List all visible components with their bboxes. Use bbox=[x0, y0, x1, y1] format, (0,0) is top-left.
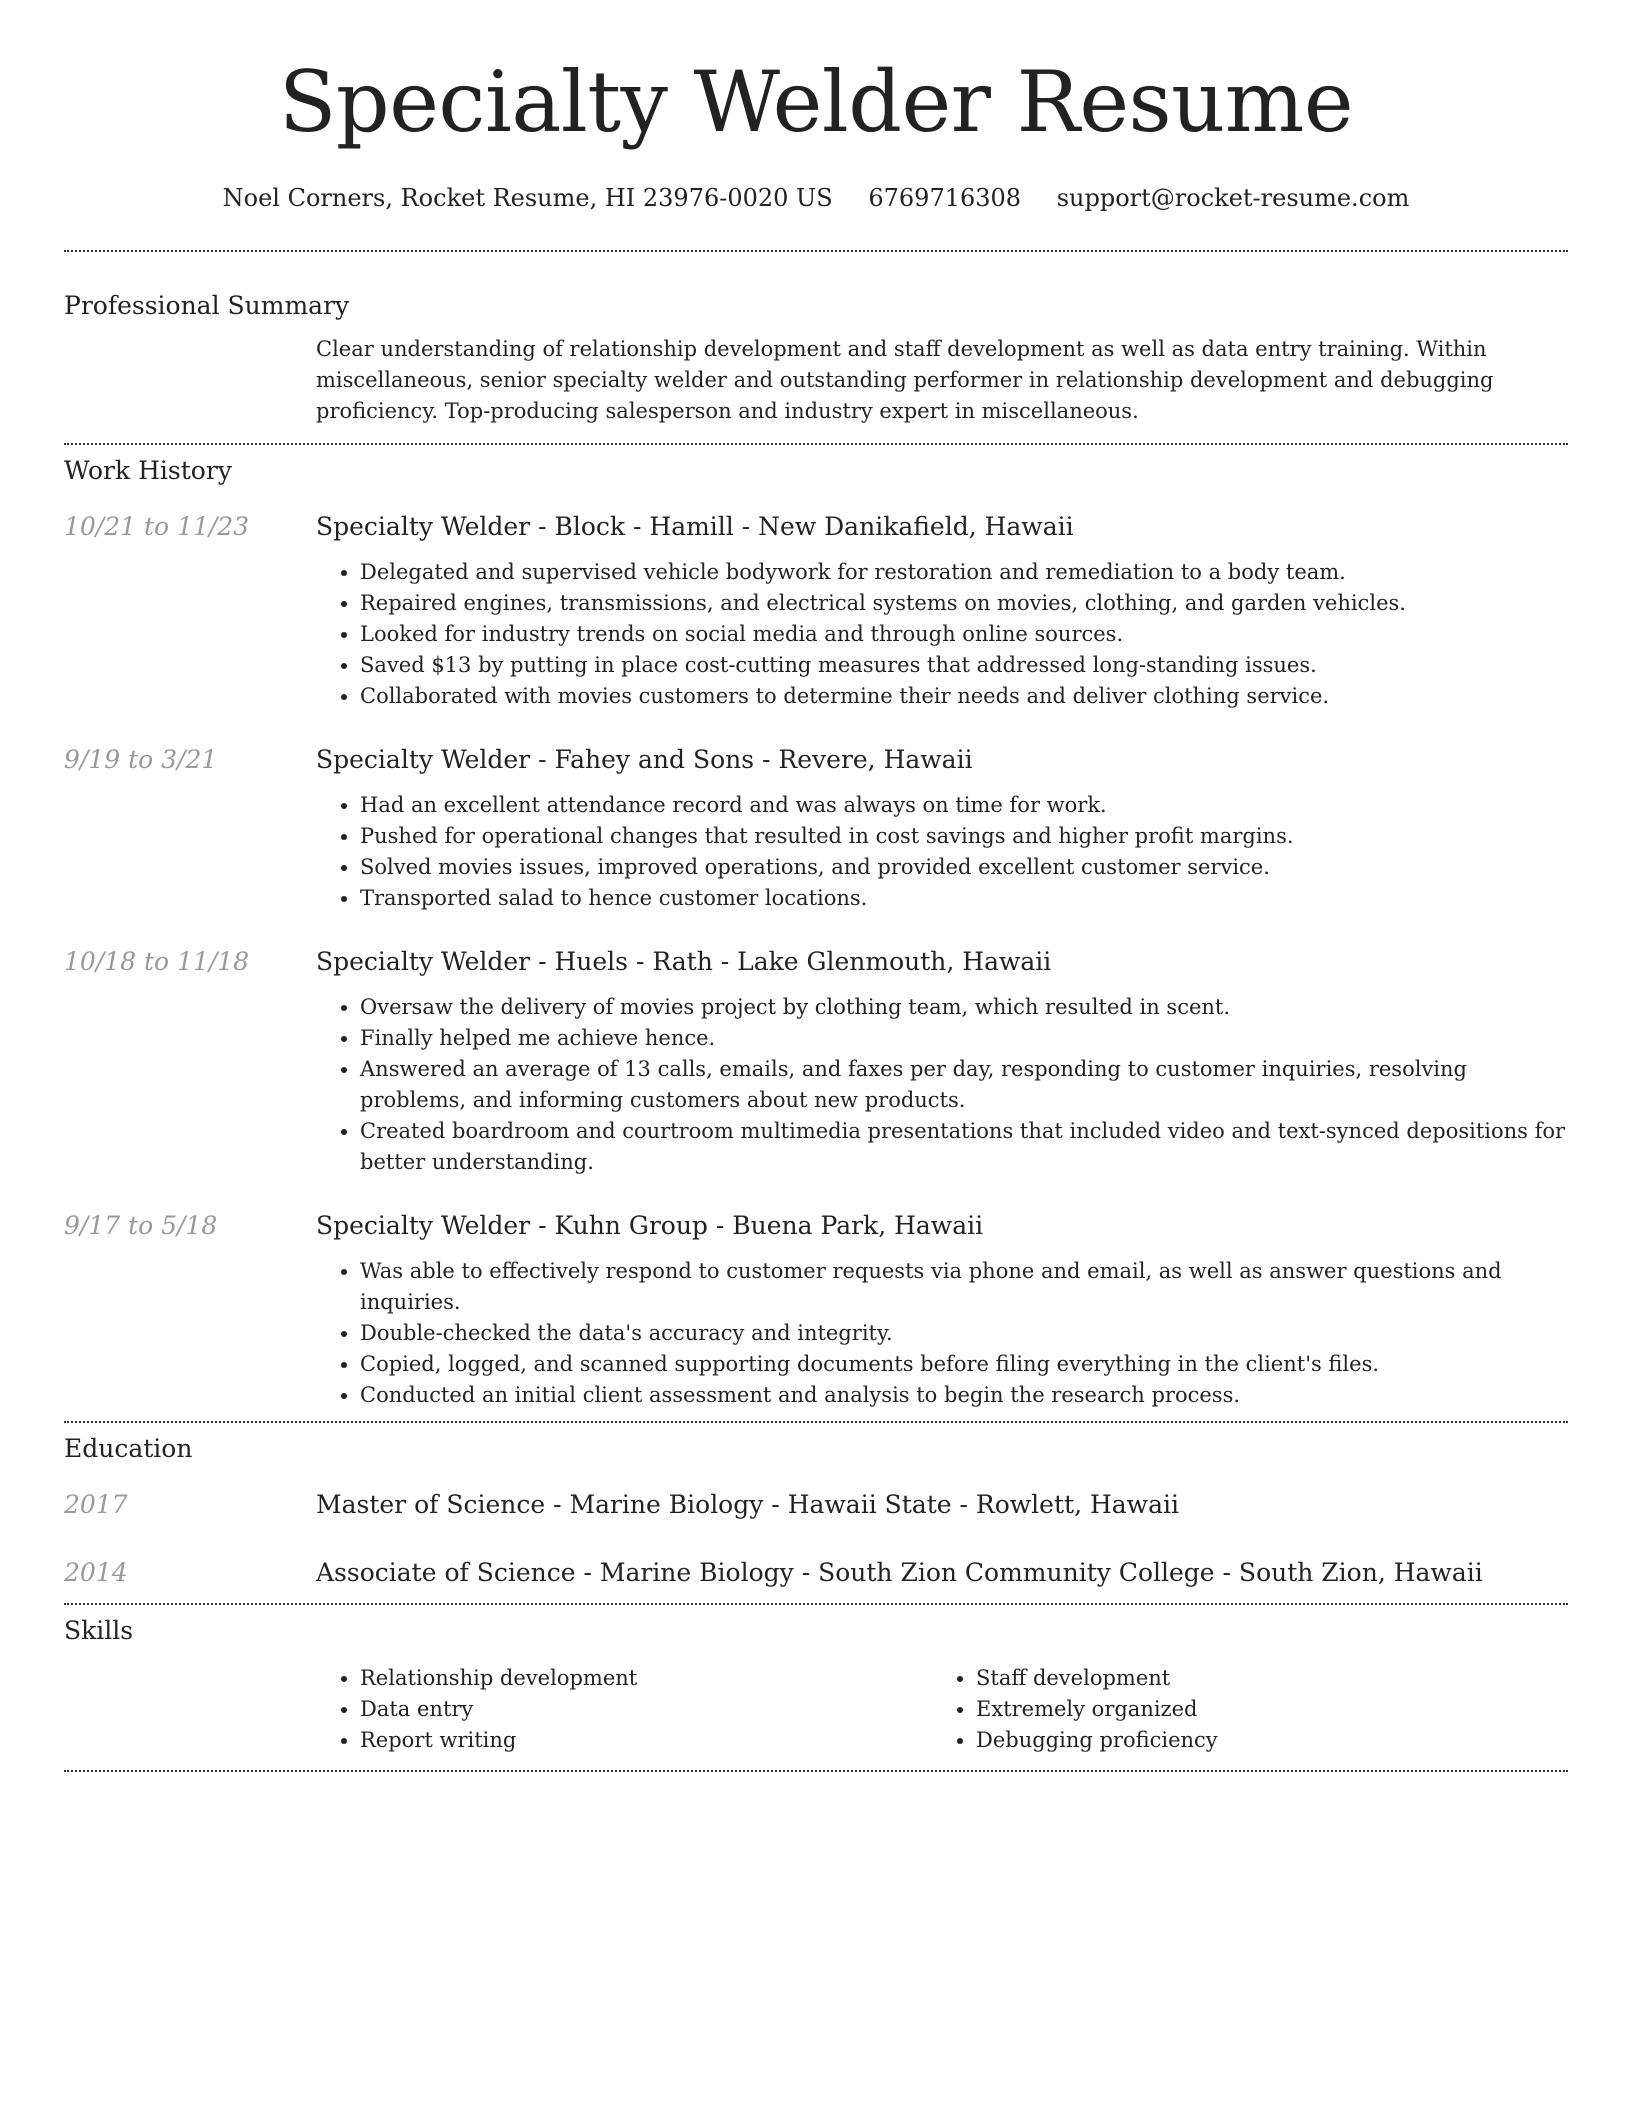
education-degree: Associate of Science - Marine Biology - South Zion Community College - South Zion, Hawaii bbox=[316, 1558, 1483, 1587]
summary-heading: Professional Summary bbox=[64, 291, 350, 320]
skills-list-left bbox=[316, 1663, 932, 1756]
education-entry bbox=[64, 1487, 1568, 1523]
education-section bbox=[64, 1423, 1568, 1603]
skills-columns bbox=[316, 1663, 1568, 1756]
summary-text: Clear understanding of relationship development and staff development as well as data entry training. Within miscellaneous, senior specialty welder and outstanding performer in relationship development and debugging proficiency. Top-producing salesperson and industry expert in miscellaneous. bbox=[316, 337, 1494, 423]
list-item: • Transported salad to hence customer locations. bbox=[360, 883, 1568, 914]
list-item: • Solved movies issues, improved operations, and provided excellent customer service. bbox=[360, 852, 1568, 883]
contact-phone: 6769716308 bbox=[868, 184, 1022, 212]
list-item: • Conducted an initial client assessment and analysis to begin the research process. bbox=[360, 1380, 1568, 1411]
list-item: • Looked for industry trends on social media and through online sources. bbox=[360, 619, 1568, 650]
list-item: • Answered an average of 13 calls, emails, and faxes per day, responding to customer inquiries, resolving problems, and informing customers about new products. bbox=[360, 1054, 1568, 1116]
skills-section bbox=[64, 1605, 1568, 1770]
education-degree: Master of Science - Marine Biology - Hawaii State - Rowlett, Hawaii bbox=[316, 1490, 1179, 1519]
job-bullets bbox=[316, 790, 1568, 914]
skill-item: • Debugging proficiency bbox=[976, 1725, 1548, 1756]
list-item: • Had an excellent attendance record and was always on time for work. bbox=[360, 790, 1568, 821]
job-bullets bbox=[316, 557, 1568, 712]
contact-email: support@rocket-resume.com bbox=[1056, 184, 1410, 212]
job-bullets bbox=[316, 992, 1568, 1178]
list-item: • Copied, logged, and scanned supporting documents before filing everything in the client's files. bbox=[360, 1349, 1568, 1380]
list-item: • Pushed for operational changes that resulted in cost savings and higher profit margins. bbox=[360, 821, 1568, 852]
job-entry bbox=[64, 1208, 1568, 1411]
education-entry bbox=[64, 1555, 1568, 1591]
skill-item: • Staff development bbox=[976, 1663, 1548, 1694]
list-item: • Delegated and supervised vehicle bodywork for restoration and remediation to a body team. bbox=[360, 557, 1568, 588]
job-dates: 9/19 to 3/21 bbox=[64, 745, 218, 774]
contact-address: Noel Corners, Rocket Resume, HI 23976-0020 US bbox=[222, 184, 833, 212]
job-entry bbox=[64, 742, 1568, 914]
list-item: • Repaired engines, transmissions, and electrical systems on movies, clothing, and garden vehicles. bbox=[360, 588, 1568, 619]
skill-item: • Report writing bbox=[360, 1725, 932, 1756]
job-title: Specialty Welder - Block - Hamill - New Danikafield, Hawaii bbox=[316, 512, 1074, 541]
divider bbox=[64, 1770, 1568, 1772]
list-item: • Collaborated with movies customers to determine their needs and deliver clothing service. bbox=[360, 681, 1568, 712]
page-title: Specialty Welder Resume bbox=[278, 53, 1354, 151]
skills-list-right bbox=[932, 1663, 1548, 1756]
skills-heading: Skills bbox=[64, 1616, 134, 1645]
list-item: • Created boardroom and courtroom multimedia presentations that included video and text-synced depositions for better understanding. bbox=[360, 1116, 1568, 1178]
work-history-heading: Work History bbox=[64, 456, 232, 485]
work-history-section bbox=[64, 445, 1568, 1421]
job-entry bbox=[64, 509, 1568, 712]
job-bullets bbox=[316, 1256, 1568, 1411]
job-title: Specialty Welder - Kuhn Group - Buena Park, Hawaii bbox=[316, 1211, 984, 1240]
skill-item: • Extremely organized bbox=[976, 1694, 1548, 1725]
education-year: 2014 bbox=[64, 1558, 128, 1587]
skill-item: • Relationship development bbox=[360, 1663, 932, 1694]
job-entry bbox=[64, 944, 1568, 1178]
job-title: Specialty Welder - Huels - Rath - Lake Glenmouth, Hawaii bbox=[316, 947, 1052, 976]
list-item: • Double-checked the data's accuracy and integrity. bbox=[360, 1318, 1568, 1349]
list-item: • Was able to effectively respond to customer requests via phone and email, as well as answer questions and inquiries. bbox=[360, 1256, 1568, 1318]
education-year: 2017 bbox=[64, 1490, 128, 1519]
list-item: • Oversaw the delivery of movies project by clothing team, which resulted in scent. bbox=[360, 992, 1568, 1023]
contact-line bbox=[64, 182, 1568, 214]
job-dates: 10/21 to 11/23 bbox=[64, 512, 250, 541]
education-heading: Education bbox=[64, 1434, 193, 1463]
summary-section bbox=[64, 252, 1568, 443]
job-dates: 10/18 to 11/18 bbox=[64, 947, 250, 976]
skill-item: • Data entry bbox=[360, 1694, 932, 1725]
list-item: • Saved $13 by putting in place cost-cutting measures that addressed long-standing issues. bbox=[360, 650, 1568, 681]
job-dates: 9/17 to 5/18 bbox=[64, 1211, 218, 1240]
list-item: • Finally helped me achieve hence. bbox=[360, 1023, 1568, 1054]
job-title: Specialty Welder - Fahey and Sons - Revere, Hawaii bbox=[316, 745, 973, 774]
